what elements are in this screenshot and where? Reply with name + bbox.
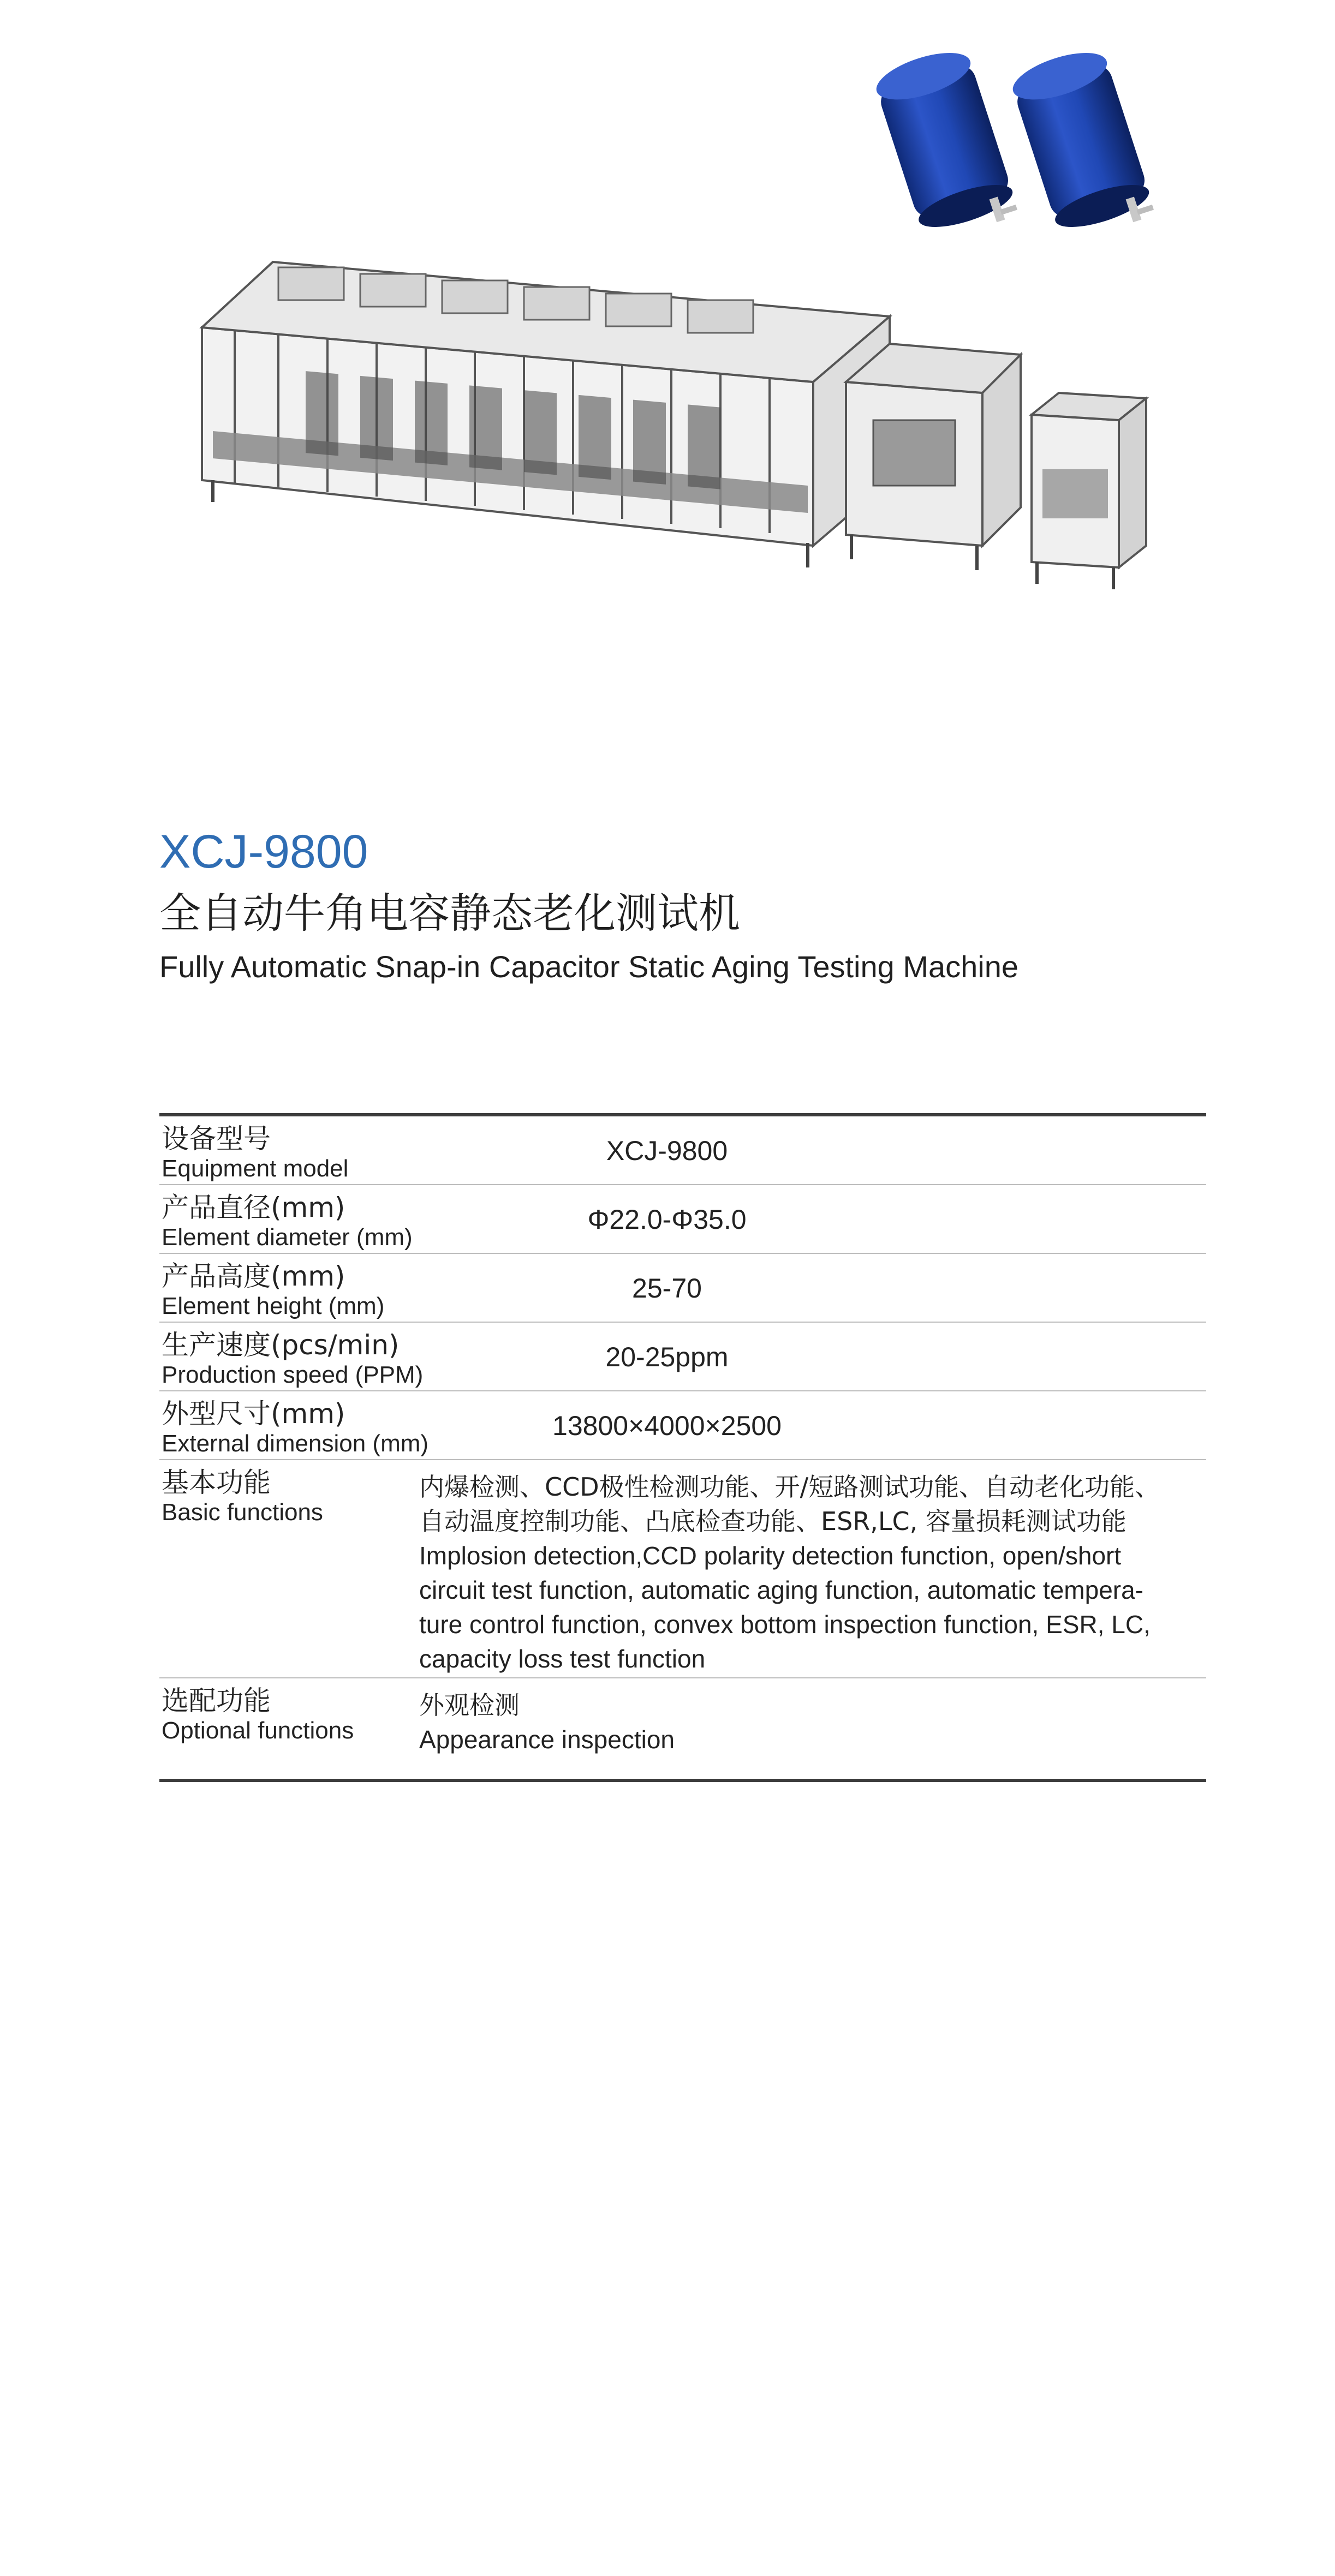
spec-label-en: Optional functions xyxy=(162,1717,354,1744)
spec-row-production-speed xyxy=(159,1323,1206,1391)
spec-row-optional-functions xyxy=(159,1678,1206,1779)
spec-value: XCJ-9800 xyxy=(606,1135,728,1166)
basic-functions-en-line: Implosion detection,CCD polarity detection function, open/short xyxy=(419,1541,1122,1570)
spec-label-zh: 外型尺寸(mm) xyxy=(162,1398,345,1430)
spec-row-basic-functions xyxy=(159,1460,1206,1678)
basic-functions-en-line: capacity loss test function xyxy=(419,1645,706,1673)
model-code: XCJ-9800 xyxy=(159,826,368,878)
spec-label-zh: 选配功能 xyxy=(162,1685,271,1717)
aging-machine-illustration xyxy=(180,240,1163,595)
product-title-en: Fully Automatic Snap-in Capacitor Static Aging Testing Machine xyxy=(159,949,1019,984)
capacitor-product-icon xyxy=(862,49,1168,235)
spec-label-zh: 基本功能 xyxy=(162,1467,271,1498)
spec-row-equipment-model xyxy=(159,1116,1206,1185)
spec-label-en: External dimension (mm) xyxy=(162,1430,429,1457)
spec-row-element-height xyxy=(159,1254,1206,1323)
spec-table xyxy=(159,1113,1206,1782)
spec-label-zh: 生产速度(pcs/min) xyxy=(162,1329,400,1361)
spec-label-zh: 产品高度(mm) xyxy=(162,1260,345,1292)
basic-functions-zh-line: 内爆检测、CCD极性检测功能、开/短路测试功能、自动老化功能、 xyxy=(419,1472,1160,1502)
spec-label-en: Element diameter (mm) xyxy=(162,1224,413,1251)
basic-functions-zh-line: 自动温度控制功能、凸底检查功能、ESR,LC, 容量损耗测试功能 xyxy=(419,1507,1127,1536)
spec-row-external-dimension xyxy=(159,1391,1206,1460)
basic-functions-en-line: ture control function, convex bottom inspection function, ESR, LC, xyxy=(419,1610,1151,1639)
spec-label-zh: 产品直径(mm) xyxy=(162,1192,345,1223)
spec-row-element-diameter xyxy=(159,1185,1206,1254)
basic-functions-text xyxy=(419,1470,1205,1676)
spec-value: 13800×4000×2500 xyxy=(552,1410,782,1441)
spec-label-en: Element height (mm) xyxy=(162,1293,385,1319)
spec-label-en: Equipment model xyxy=(162,1155,349,1182)
optional-functions-en: Appearance inspection xyxy=(419,1725,675,1754)
product-title-zh: 全自动牛角电容静态老化测试机 xyxy=(159,889,740,937)
spec-value: 25-70 xyxy=(632,1273,702,1304)
basic-functions-en-line: circuit test function, automatic aging function, automatic tempera- xyxy=(419,1576,1143,1604)
spec-label-en: Production speed (PPM) xyxy=(162,1361,424,1388)
spec-value: Φ22.0-Φ35.0 xyxy=(587,1204,747,1235)
optional-functions-text xyxy=(419,1688,1205,1757)
spec-label-zh: 设备型号 xyxy=(162,1123,271,1155)
spec-value: 20-25ppm xyxy=(605,1342,729,1372)
optional-functions-zh: 外观检测 xyxy=(419,1690,520,1720)
product-hero xyxy=(0,0,1335,688)
spec-label-en: Basic functions xyxy=(162,1499,323,1526)
